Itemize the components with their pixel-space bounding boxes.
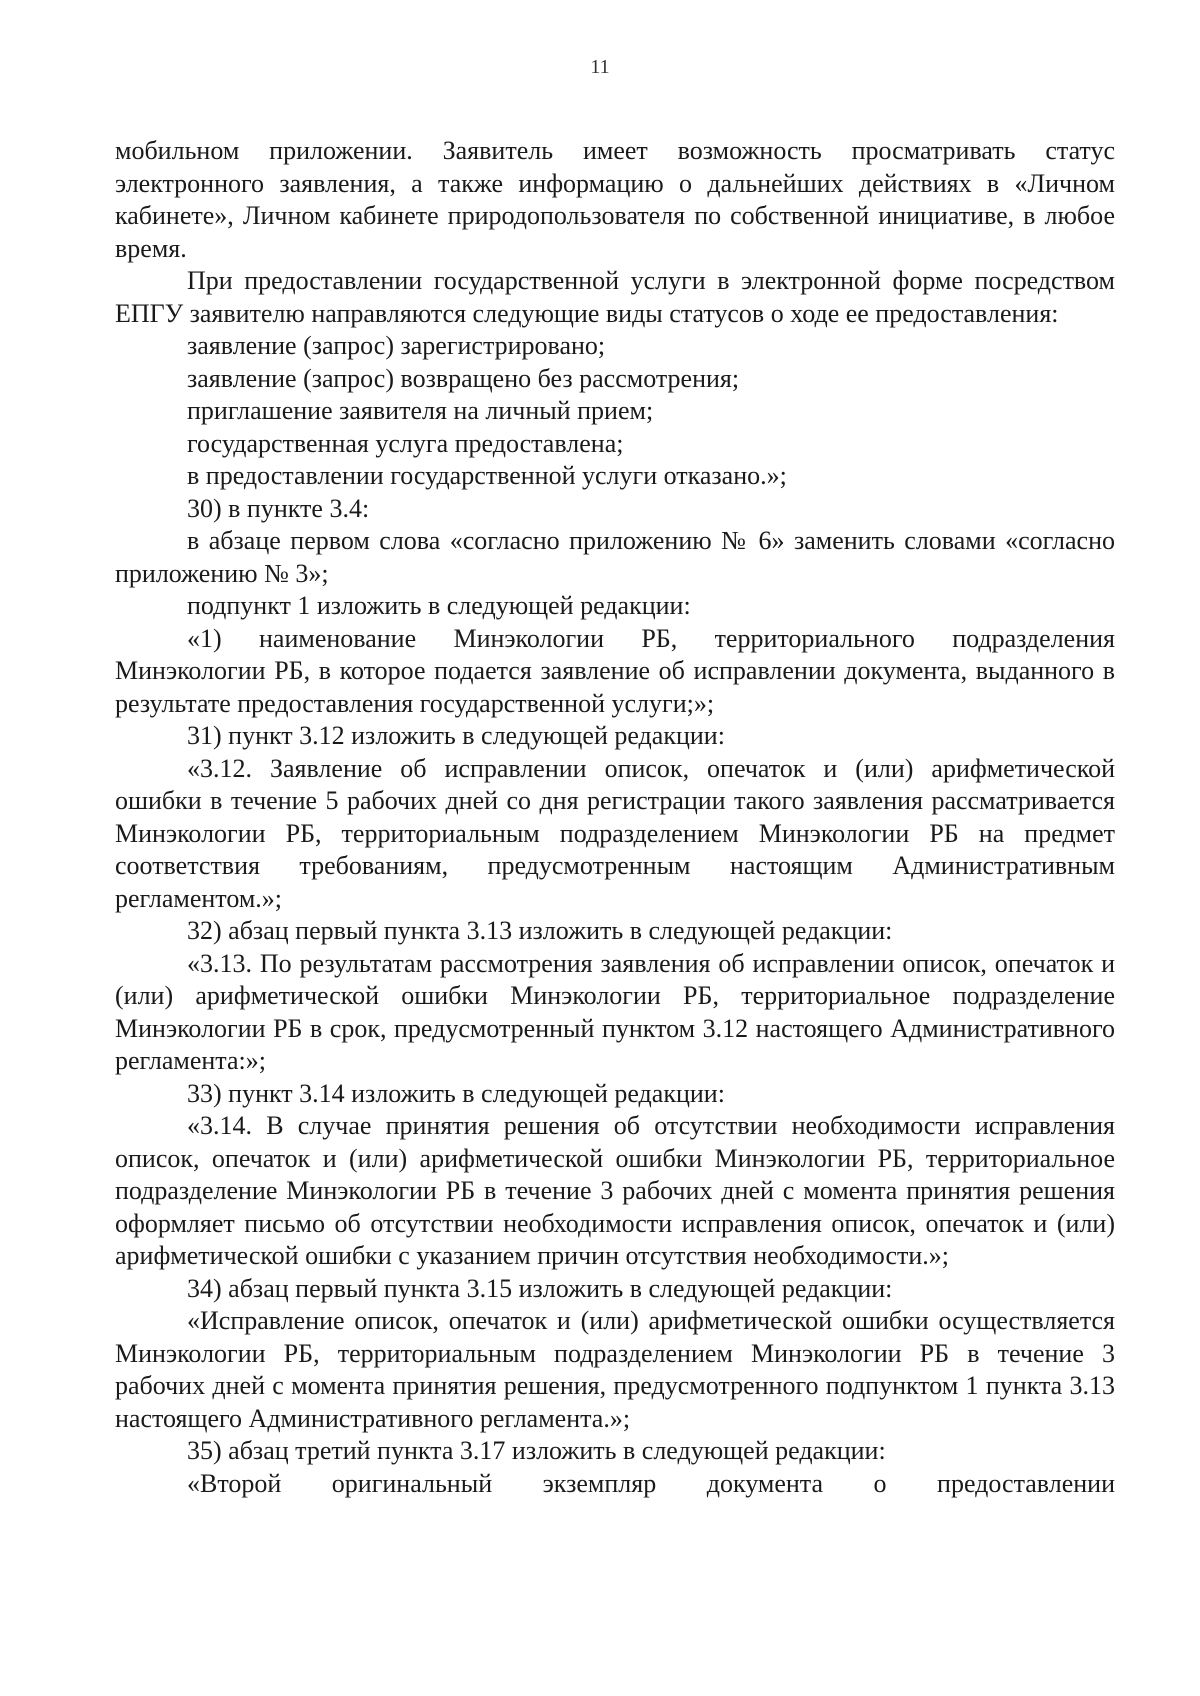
paragraph-epgu-statuses: При предоставлении государственной услуги в электронной форме посредством ЕПГУ заявителю направляются следующие виды статусов о ходе ее предоставления: — [115, 266, 1115, 328]
amendment-35-heading: 35) абзац третий пункта 3.17 изложить в следующей редакции: — [187, 1436, 886, 1465]
list-item-status-registered: заявление (запрос) зарегистрировано; — [187, 331, 606, 360]
document-body — [115, 135, 1115, 1500]
amendment-30-subitem-text: «1) наименование Минэкологии РБ, территориального подразделения Минэкологии РБ, в которое подается заявление об исправлении документа, выданного в результате предоставления государственной услуги;»; — [115, 623, 1115, 718]
amendment-33-heading: 33) пункт 3.14 изложить в следующей редакции: — [187, 1078, 725, 1108]
amendment-32-text: «3.13. По результатам рассмотрения заявления об исправлении описок, опечаток и (или) арифметической ошибки Минэкологии РБ, территориальное подразделение Минэкологии РБ в срок, предусмотренный пунктом 3.12 настоящего Административного регламента:»; — [115, 948, 1115, 1075]
amendment-35-text-start: «Второй оригинальный экземпляр документа о предоставлении — [187, 1468, 1115, 1498]
page-number: 11 — [590, 56, 610, 78]
amendment-34-heading: 34) абзац первый пункта 3.15 изложить в следующей редакции: — [187, 1273, 893, 1303]
list-item-status-provided: государственная услуга предоставлена; — [187, 428, 624, 458]
list-item-status-returned: заявление (запрос) возвращено без рассмотрения; — [187, 363, 740, 393]
amendment-31-heading: 31) пункт 3.12 изложить в следующей редакции: — [187, 721, 725, 750]
list-item-status-invitation: приглашение заявителя на личный прием; — [187, 396, 654, 425]
amendment-33-text: «3.14. В случае принятия решения об отсутствии необходимости исправления описок, опечаток и (или) арифметической ошибки Минэкологии РБ, территориальное подразделение Минэкологии РБ в течение 3 рабочих дней с момента принятия решения оформляет письмо об отсутствии необходимости исправления описок, опечаток и (или) арифметической ошибки с указанием причин отсутствия необходимости.»; — [115, 1111, 1115, 1270]
amendment-31-text: «3.12. Заявление об исправлении описок, опечаток и (или) арифметической ошибки в течение 5 рабочих дней со дня регистрации такого заявления рассматривается Минэкологии РБ, территориальным подразделением Минэкологии РБ на предмет соответствия требованиям, предусмотренным настоящим Административным регламентом.»; — [115, 753, 1115, 913]
amendment-30-heading: 30) в пункте 3.4: — [187, 493, 370, 523]
amendment-30-first-paragraph: в абзаце первом слова «согласно приложению № 6» заменить словами «согласно приложению № 3»; — [115, 526, 1115, 588]
amendment-32-heading: 32) абзац первый пункта 3.13 изложить в следующей редакции: — [187, 916, 893, 945]
amendment-34-text: «Исправление описок, опечаток и (или) арифметической ошибки осуществляется Минэкологии РБ, территориальным подразделением Минэкологии РБ в течение 3 рабочих дней с момента принятия решения, предусмотренного подпунктом 1 пункта 3.13 настоящего Административного регламента.»; — [115, 1306, 1115, 1433]
paragraph-status-continuation: мобильном приложении. Заявитель имеет возможность просматривать статус электронного заявления, а также информацию о дальнейших действиях в «Личном кабинете», Личном кабинете природопользователя по собственной инициативе, в любое время. — [115, 136, 1115, 263]
list-item-status-refused: в предоставлении государственной услуги отказано.»; — [187, 461, 787, 490]
amendment-30-subitem-heading: подпункт 1 изложить в следующей редакции: — [187, 591, 691, 620]
